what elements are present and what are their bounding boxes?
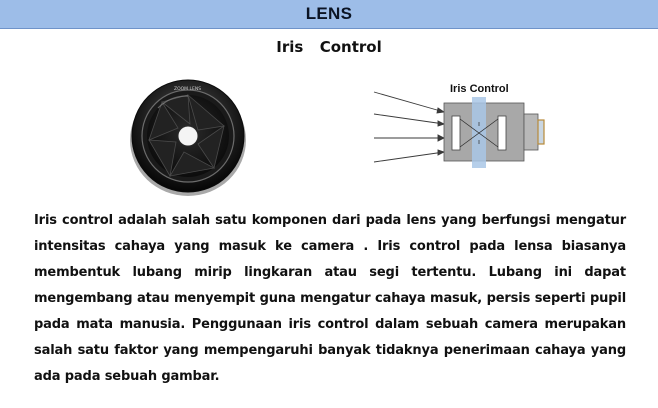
diagram-label: Iris Control [450, 83, 509, 95]
header-bar [0, 0, 658, 29]
camera-lens-iris-icon [128, 78, 248, 198]
section-title: Iris Control [276, 38, 382, 56]
lens-ring-text: ZOOM LENS [174, 87, 202, 92]
light-rays [374, 92, 444, 162]
iris-control-diagram [368, 78, 558, 188]
body-paragraph: Iris control adalah salah satu komponen dari pada lens yang berfungsi mengatur intensitas cahaya yang masuk ke camera . Iris control pada lensa biasanya membentuk lubang mirip lingkaran atau segi tertentu. Lubang ini dapat mengembang atau menyempit guna mengatur cahaya masuk, persis seperti pupil pada mata manusia. Penggunaan iris control dalam sebuah camera merupakan salah satu faktor yang mempengaruhi banyak tidaknya penerimaan cahaya yang ada pada sebuah gambar. [34, 213, 626, 384]
iris-aperture [178, 126, 198, 146]
diagram-rear-lens [498, 116, 506, 150]
diagram-iris-plane [472, 97, 486, 168]
slide-title: LENS [305, 4, 353, 23]
diagram-front-lens [452, 116, 460, 150]
